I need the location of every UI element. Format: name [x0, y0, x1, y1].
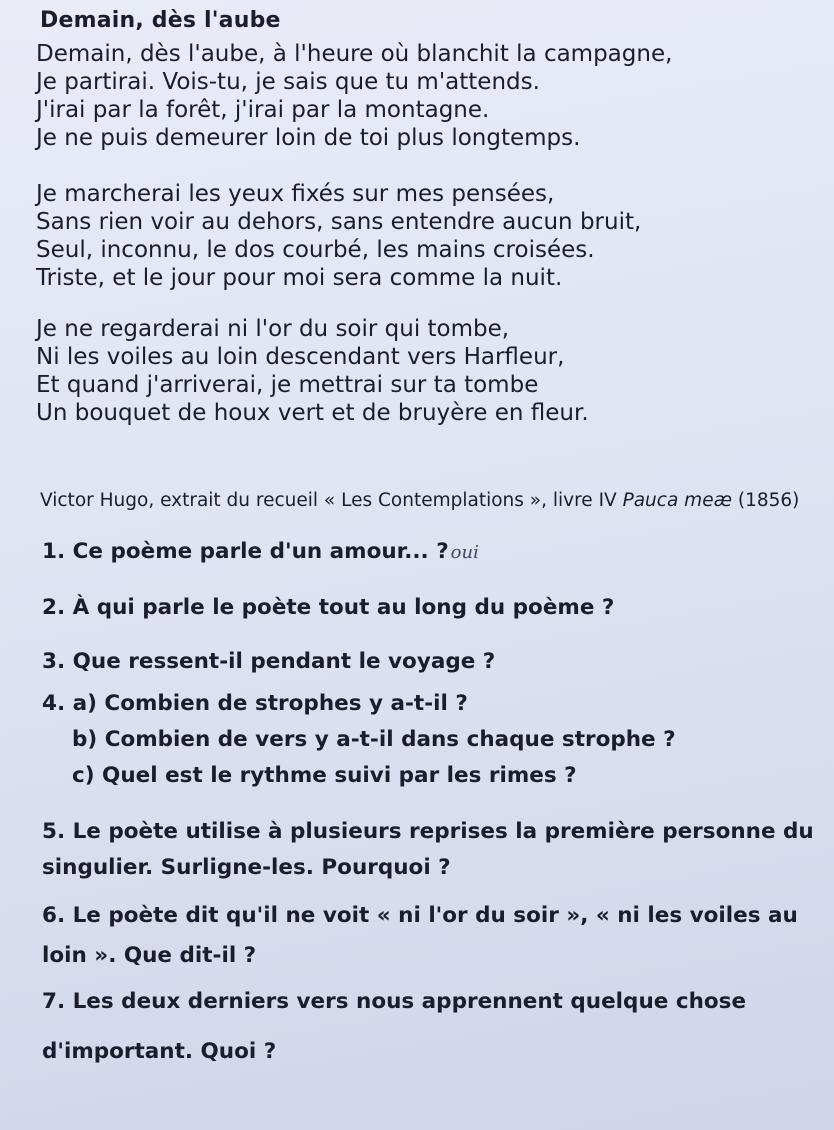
verse-line: Je partirai. Vois-tu, je sais que tu m'attends.	[36, 69, 540, 95]
stanza-2	[36, 180, 816, 292]
question-5-line-1: 5. Le poète utilise à plusieurs reprises la première personne du	[42, 819, 814, 844]
verse-line: Seul, inconnu, le dos courbé, les mains croisées.	[36, 237, 595, 263]
poem-source	[40, 490, 799, 511]
question-2: 2. À qui parle le poète tout au long du poème ?	[42, 595, 615, 620]
source-work-title: Pauca meæ	[622, 490, 732, 511]
verse-line: Et quand j'arriverai, je mettrai sur ta tombe	[36, 372, 539, 398]
question-7-line-1: 7. Les deux derniers vers nous apprennent quelque chose	[42, 989, 747, 1014]
question-6-line-2: loin ». Que dit-il ?	[42, 943, 257, 968]
verse-line: Ni les voiles au loin descendant vers Harfleur,	[36, 344, 565, 370]
stanza-3	[36, 315, 816, 427]
question-4b: b) Combien de vers y a-t-il dans chaque strophe ?	[72, 727, 676, 752]
question-1-text: 1. Ce poème parle d'un amour... ?	[42, 539, 449, 564]
question-4a: 4. a) Combien de strophes y a-t-il ?	[42, 691, 468, 716]
question-4c: c) Quel est le rythme suivi par les rimes ?	[72, 763, 577, 788]
verse-line: J'irai par la forêt, j'irai par la montagne.	[36, 97, 490, 123]
source-prefix: Victor Hugo, extrait du recueil « Les Contemplations », livre IV	[40, 490, 623, 511]
poem-title: Demain, dès l'aube	[40, 8, 281, 33]
verse-line: Sans rien voir au dehors, sans entendre aucun bruit,	[36, 209, 642, 235]
source-suffix: (1856)	[731, 490, 800, 511]
stanza-1	[36, 40, 816, 152]
handwritten-answer: oui	[450, 542, 479, 563]
verse-line: Un bouquet de houx vert et de bruyère en fleur.	[36, 400, 589, 426]
verse-line: Je marcherai les yeux fixés sur mes pensées,	[36, 181, 555, 207]
question-6-line-1: 6. Le poète dit qu'il ne voit « ni l'or du soir », « ni les voiles au	[42, 903, 798, 928]
verse-line: Demain, dès l'aube, à l'heure où blanchit la campagne,	[36, 41, 673, 67]
verse-line: Triste, et le jour pour moi sera comme la nuit.	[36, 265, 563, 291]
question-7-line-2: d'important. Quoi ?	[42, 1039, 277, 1064]
verse-line: Je ne puis demeurer loin de toi plus longtemps.	[36, 125, 581, 151]
question-5-line-2: singulier. Surligne-les. Pourquoi ?	[42, 855, 451, 880]
question-1	[42, 534, 479, 571]
verse-line: Je ne regarderai ni l'or du soir qui tombe,	[36, 316, 510, 342]
question-3: 3. Que ressent-il pendant le voyage ?	[42, 649, 496, 674]
